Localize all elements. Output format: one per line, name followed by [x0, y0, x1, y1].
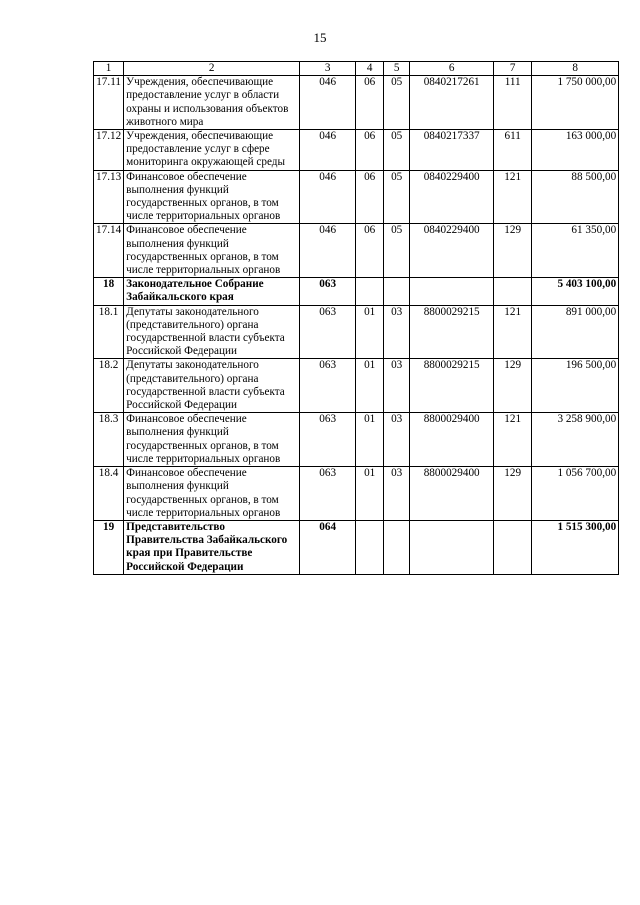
row-grbs-code: 046: [300, 76, 356, 130]
table-row: [94, 305, 619, 359]
header-col-2: 2: [124, 62, 300, 76]
row-number: 17.14: [94, 224, 124, 278]
row-section-code: 06: [356, 170, 384, 224]
row-grbs-code: 063: [300, 305, 356, 359]
row-expense-type: [494, 278, 532, 305]
row-target-article: [410, 278, 494, 305]
row-subsection-code: 05: [384, 224, 410, 278]
table-row: [94, 413, 619, 467]
row-number: 17.12: [94, 130, 124, 171]
row-subsection-code: 03: [384, 359, 410, 413]
row-subsection-code: [384, 520, 410, 574]
row-name: Финансовое обеспечение выполнения функций государственных органов, в том числе территориальных органов: [124, 413, 300, 467]
row-target-article: 0840229400: [410, 170, 494, 224]
row-target-article: [410, 520, 494, 574]
row-expense-type: 121: [494, 305, 532, 359]
page-number: 15: [313, 30, 327, 45]
header-col-5: 5: [384, 62, 410, 76]
row-section-code: [356, 278, 384, 305]
row-subsection-code: 05: [384, 170, 410, 224]
header-col-7: 7: [494, 62, 532, 76]
row-target-article: 0840217261: [410, 76, 494, 130]
row-number: 17.11: [94, 76, 124, 130]
row-name: Учреждения, обеспечивающие предоставление услуг в области охраны и использования объектов животного мира: [124, 76, 300, 130]
row-amount: 1 056 700,00: [532, 467, 619, 521]
row-section-code: 06: [356, 130, 384, 171]
row-expense-type: 129: [494, 224, 532, 278]
table-row: [94, 76, 619, 130]
header-col-8: 8: [532, 62, 619, 76]
row-amount: 196 500,00: [532, 359, 619, 413]
row-number: 17.13: [94, 170, 124, 224]
row-name: Депутаты законодательного (представительного) органа государственной власти субъекта Российской Федерации: [124, 305, 300, 359]
row-name: Учреждения, обеспечивающие предоставление услуг в сфере мониторинга окружающей среды: [124, 130, 300, 171]
row-expense-type: 129: [494, 467, 532, 521]
row-number: 19: [94, 520, 124, 574]
header-col-6: 6: [410, 62, 494, 76]
row-name: Депутаты законодательного (представительного) органа государственной власти субъекта Российской Федерации: [124, 359, 300, 413]
row-section-code: 06: [356, 76, 384, 130]
row-section-code: 01: [356, 467, 384, 521]
row-section-code: 01: [356, 413, 384, 467]
row-expense-type: 121: [494, 170, 532, 224]
row-name: Финансовое обеспечение выполнения функций государственных органов, в том числе территориальных органов: [124, 467, 300, 521]
row-subsection-code: 03: [384, 413, 410, 467]
table-row: [94, 359, 619, 413]
row-name: Законодательное Собрание Забайкальского края: [124, 278, 300, 305]
row-expense-type: [494, 520, 532, 574]
row-grbs-code: 063: [300, 278, 356, 305]
row-target-article: 8800029215: [410, 305, 494, 359]
table-row: [94, 170, 619, 224]
row-subsection-code: 05: [384, 130, 410, 171]
row-expense-type: 111: [494, 76, 532, 130]
row-amount: 891 000,00: [532, 305, 619, 359]
table-row: [94, 224, 619, 278]
row-grbs-code: 046: [300, 130, 356, 171]
row-number: 18.3: [94, 413, 124, 467]
row-amount: 3 258 900,00: [532, 413, 619, 467]
row-amount: 61 350,00: [532, 224, 619, 278]
row-section-code: 01: [356, 305, 384, 359]
table-row: [94, 520, 619, 574]
header-col-3: 3: [300, 62, 356, 76]
row-amount: 88 500,00: [532, 170, 619, 224]
row-section-code: 06: [356, 224, 384, 278]
row-amount: 1 750 000,00: [532, 76, 619, 130]
row-name: Финансовое обеспечение выполнения функций государственных органов, в том числе территориальных органов: [124, 170, 300, 224]
row-grbs-code: 046: [300, 170, 356, 224]
row-section-code: 01: [356, 359, 384, 413]
row-subsection-code: 03: [384, 467, 410, 521]
row-target-article: 8800029400: [410, 467, 494, 521]
row-number: 18.2: [94, 359, 124, 413]
row-subsection-code: 05: [384, 76, 410, 130]
row-subsection-code: [384, 278, 410, 305]
row-grbs-code: 064: [300, 520, 356, 574]
table-header-row: [94, 62, 619, 76]
row-expense-type: 611: [494, 130, 532, 171]
row-grbs-code: 046: [300, 224, 356, 278]
row-number: 18.4: [94, 467, 124, 521]
table-row: [94, 278, 619, 305]
header-col-4: 4: [356, 62, 384, 76]
row-name: Финансовое обеспечение выполнения функций государственных органов, в том числе территориальных органов: [124, 224, 300, 278]
row-target-article: 0840217337: [410, 130, 494, 171]
row-amount: 1 515 300,00: [532, 520, 619, 574]
row-expense-type: 121: [494, 413, 532, 467]
budget-table: [93, 61, 619, 575]
table-row: [94, 130, 619, 171]
row-number: 18: [94, 278, 124, 305]
row-grbs-code: 063: [300, 467, 356, 521]
row-grbs-code: 063: [300, 359, 356, 413]
row-target-article: 0840229400: [410, 224, 494, 278]
row-target-article: 8800029215: [410, 359, 494, 413]
header-col-1: 1: [94, 62, 124, 76]
row-expense-type: 129: [494, 359, 532, 413]
row-number: 18.1: [94, 305, 124, 359]
row-amount: 5 403 100,00: [532, 278, 619, 305]
table-row: [94, 467, 619, 521]
row-grbs-code: 063: [300, 413, 356, 467]
row-target-article: 8800029400: [410, 413, 494, 467]
row-section-code: [356, 520, 384, 574]
row-amount: 163 000,00: [532, 130, 619, 171]
row-name: Представительство Правительства Забайкальского края при Правительстве Российской Федерации: [124, 520, 300, 574]
row-subsection-code: 03: [384, 305, 410, 359]
